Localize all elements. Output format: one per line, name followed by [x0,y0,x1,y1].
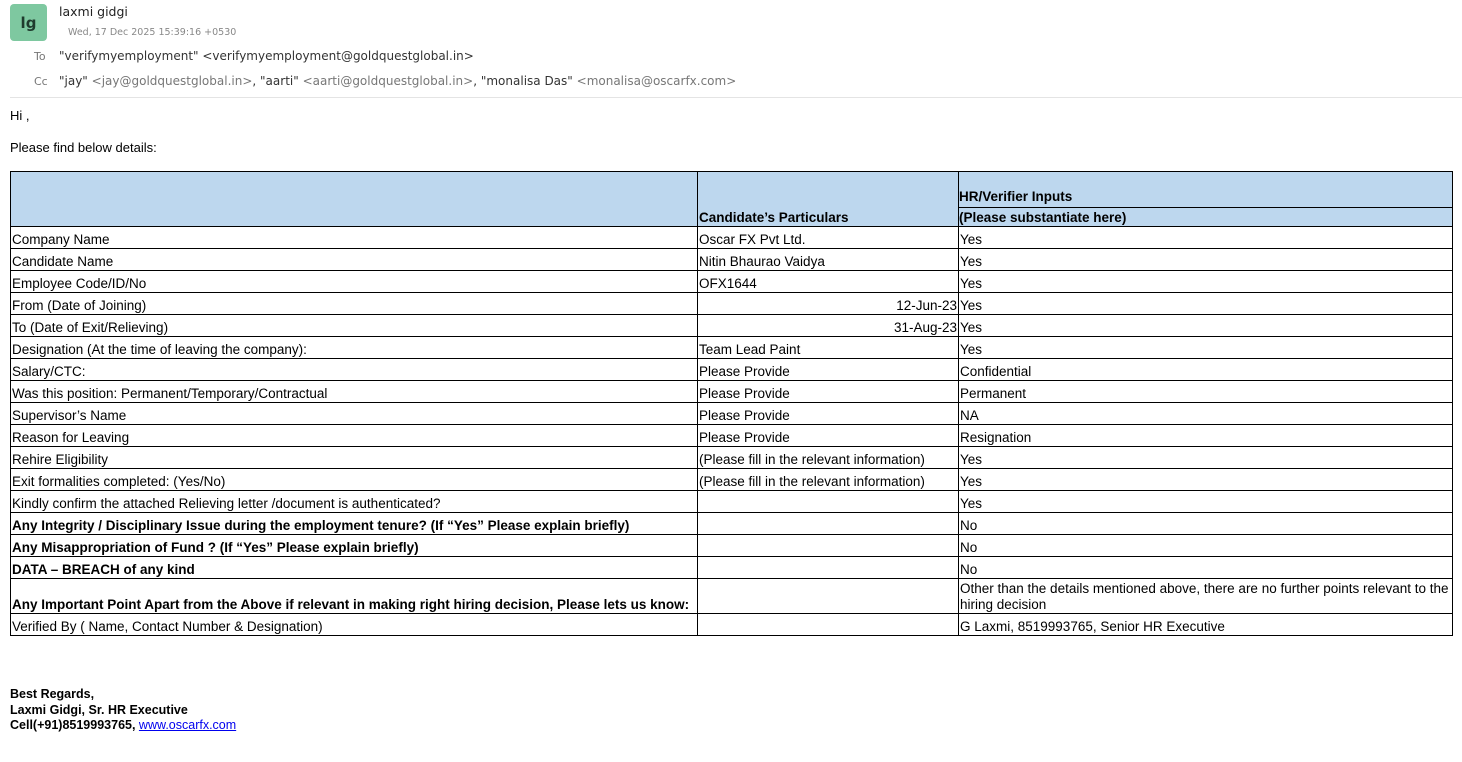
table-row [11,381,1453,403]
table-row [11,337,1453,359]
candidate-value: 12-Jun-23 [698,293,959,315]
signature-block [10,687,236,734]
cc-separator: , [473,74,481,88]
to-label: To [34,50,46,63]
cc-label: Cc [34,75,48,88]
header-hr [959,172,1453,227]
row-label: Verified By ( Name, Contact Number & Designation) [11,614,698,636]
row-label: Any Integrity / Disciplinary Issue during the employment tenure? (If “Yes” Please explain briefly) [11,513,698,535]
cc-email: <jay@goldquestglobal.in> [91,74,253,88]
hr-value: Yes [959,491,1453,513]
header-hr-title: HR/Verifier Inputs [959,189,1453,208]
signature-phone: Cell(+91)8519993765, [10,718,139,732]
table-row [11,293,1453,315]
candidate-value: Oscar FX Pvt Ltd. [698,227,959,249]
greeting: Hi , [10,108,30,123]
hr-value: Yes [959,293,1453,315]
hr-value: Yes [959,315,1453,337]
cc-separator: , [252,74,261,88]
row-label: Kindly confirm the attached Relieving letter /document is authenticated? [11,491,698,513]
table-row [11,469,1453,491]
hr-value: Yes [959,227,1453,249]
candidate-value [698,535,959,557]
table-row [11,271,1453,293]
table-row [11,579,1453,614]
row-label: Salary/CTC: [11,359,698,381]
candidate-value: Team Lead Paint [698,337,959,359]
candidate-value [698,491,959,513]
email-header [0,0,1462,98]
table-row [11,359,1453,381]
website-link[interactable]: www.oscarfx.com [138,718,237,732]
table-row [11,614,1453,636]
candidate-value: OFX1644 [698,271,959,293]
candidate-value [698,513,959,535]
candidate-value: Please Provide [698,425,959,447]
hr-value: Yes [959,271,1453,293]
table-row [11,425,1453,447]
table-header-row [11,172,1453,227]
candidate-value: Nitin Bhaurao Vaidya [698,249,959,271]
table-row [11,249,1453,271]
signature-regards: Best Regards, [10,687,95,701]
row-label: Employee Code/ID/No [11,271,698,293]
to-recipient-name: "verifymyemployment" [59,49,199,63]
row-label: Any Important Point Apart from the Above if relevant in making right hiring decision, Please lets us know: [11,579,698,614]
table-row [11,227,1453,249]
signature-name: Laxmi Gidgi, Sr. HR Executive [10,702,188,717]
verification-table [10,171,1453,636]
header-divider [10,97,1462,98]
cc-email: <monalisa@oscarfx.com> [576,74,737,88]
table-row [11,513,1453,535]
to-recipient-email: <verifymyemployment@goldquestglobal.in> [202,49,474,63]
row-label: Supervisor’s Name [11,403,698,425]
hr-value: Yes [959,447,1453,469]
hr-value: Permanent [959,381,1453,403]
row-label: To (Date of Exit/Relieving) [11,315,698,337]
table-row [11,557,1453,579]
hr-value: Yes [959,337,1453,359]
signature-contact [10,718,236,734]
cc-recipient[interactable] [260,74,473,88]
hr-value: Yes [959,249,1453,271]
sender-avatar[interactable]: lg [10,4,47,41]
row-label: Rehire Eligibility [11,447,698,469]
hr-value: Other than the details mentioned above, there are no further points relevant to the hiring decision [959,579,1453,614]
hr-value: Resignation [959,425,1453,447]
row-label: Reason for Leaving [11,425,698,447]
hr-value: Confidential [959,359,1453,381]
candidate-value: Please Provide [698,359,959,381]
candidate-value [698,557,959,579]
hr-value: G Laxmi, 8519993765, Senior HR Executive [959,614,1453,636]
candidate-value: 31-Aug-23 [698,315,959,337]
cc-email: <aarti@goldquestglobal.in> [302,74,474,88]
sender-name[interactable]: laxmi gidgi [59,4,128,19]
header-blank-cell [11,172,698,227]
row-label: Company Name [11,227,698,249]
row-label: Exit formalities completed: (Yes/No) [11,469,698,491]
candidate-value: (Please fill in the relevant information) [698,469,959,491]
hr-value: No [959,535,1453,557]
cc-name: "monalisa Das" [480,74,573,88]
table-row [11,403,1453,425]
candidate-value [698,579,959,614]
hr-value: No [959,557,1453,579]
table-row [11,447,1453,469]
row-label: Was this position: Permanent/Temporary/Contractual [11,381,698,403]
candidate-value: Please Provide [698,403,959,425]
header-hr-subtitle: (Please substantiate here) [959,210,1127,225]
row-label: Candidate Name [11,249,698,271]
cc-name: "aarti" [260,74,299,88]
hr-value: Yes [959,469,1453,491]
row-label: Designation (At the time of leaving the company): [11,337,698,359]
hr-value: NA [959,403,1453,425]
table-row [11,535,1453,557]
candidate-value [698,614,959,636]
cc-name: "jay" [59,74,88,88]
row-label: Any Misappropriation of Fund ? (If “Yes” Please explain briefly) [11,535,698,557]
email-date: Wed, 17 Dec 2025 15:39:16 +0530 [68,27,237,38]
intro-text: Please find below details: [10,140,157,155]
table-row [11,491,1453,513]
candidate-value: Please Provide [698,381,959,403]
cc-recipients [59,74,736,88]
cc-recipient[interactable] [59,74,252,88]
hr-value: No [959,513,1453,535]
candidate-value: (Please fill in the relevant information) [698,447,959,469]
header-candidate: Candidate’s Particulars [698,172,959,227]
to-recipient[interactable] [59,49,474,63]
cc-recipient[interactable] [481,74,736,88]
table-row [11,315,1453,337]
row-label: DATA – BREACH of any kind [11,557,698,579]
row-label: From (Date of Joining) [11,293,698,315]
